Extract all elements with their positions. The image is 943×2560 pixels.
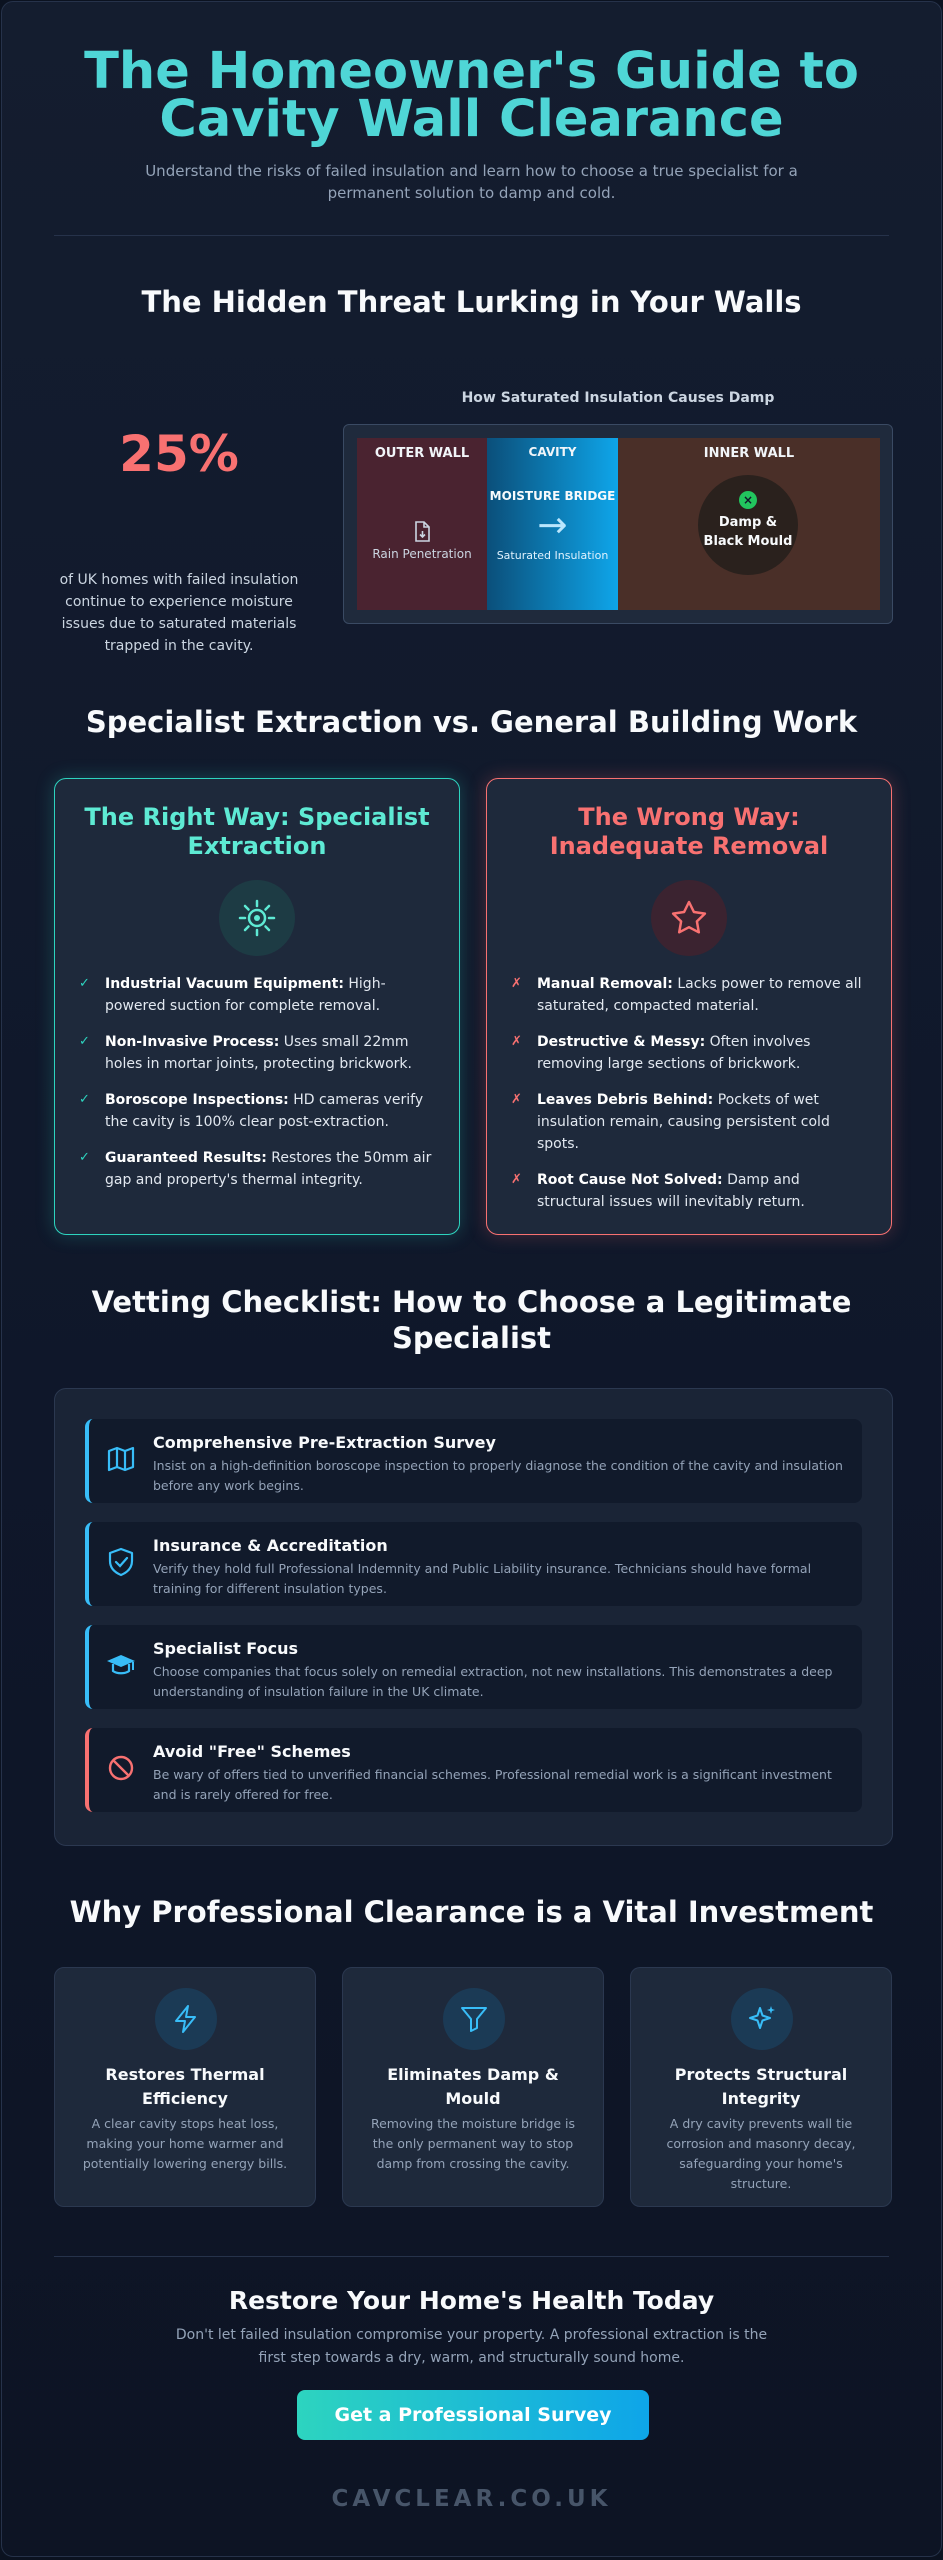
stat-description: of UK homes with failed insulation continue to experience moisture issues due to saturated materials trapped in the cavity. xyxy=(59,572,299,654)
outer-wall-panel xyxy=(357,438,487,610)
cta-title: Restore Your Home's Health Today xyxy=(228,2286,715,2315)
checklist-item xyxy=(85,1522,862,1606)
wrong-way-title: The Wrong Way: Inadequate Removal xyxy=(549,803,829,860)
check-icon: ✓ xyxy=(79,1150,90,1165)
cross-icon: ✗ xyxy=(511,976,522,991)
wrong-way-card xyxy=(486,778,892,1235)
benefit-title: Protects Structural Integrity xyxy=(674,2065,848,2108)
filter-icon xyxy=(443,1988,505,2050)
inner-wall-label: INNER WALL xyxy=(703,446,795,461)
checklist-item xyxy=(85,1728,862,1812)
footer-brand[interactable]: CAVCLEAR.CO.UK xyxy=(331,2486,612,2512)
list-item: ✗ Leaves Debris Behind: Pockets of wet insulation remain, causing persistent cold spots. xyxy=(511,1089,869,1155)
threat-section-title: The Hidden Threat Lurking in Your Walls xyxy=(141,285,802,319)
diagram-caption: How Saturated Insulation Causes Damp xyxy=(461,390,775,406)
cta-description: Don't let failed insulation compromise your property. A professional extraction is the first step towards a dry, warm, and structurally sound home. xyxy=(175,2327,768,2366)
page-subtitle: Understand the risks of failed insulation and learn how to choose a true specialist for a permanent solution to damp and cold. xyxy=(145,162,798,202)
benefit-desc: A dry cavity prevents wall tie corrosion and masonry decay, safeguarding your home's structure. xyxy=(666,2116,856,2191)
cross-icon: ✗ xyxy=(511,1034,522,1049)
cavity-label: CAVITY xyxy=(528,445,577,459)
saturated-insulation-note: Saturated Insulation xyxy=(496,549,609,562)
list-item: ✓ Guaranteed Results: Restores the 50mm air gap and property's thermal integrity. xyxy=(79,1147,437,1191)
document-icon xyxy=(412,521,432,543)
mould-line-1: Damp & xyxy=(718,515,778,530)
checklist-item-desc: Choose companies that focus solely on remedial extraction, not new installations. This demonstrates a deep understanding of insulation failure in the UK climate. xyxy=(153,1664,833,1699)
benefits-section-title: Why Professional Clearance is a Vital Investment xyxy=(69,1895,874,1929)
list-item: ✓ Non-Invasive Process: Uses small 22mm holes in mortar joints, protecting brickwork. xyxy=(79,1031,437,1075)
moisture-bridge-label: MOISTURE BRIDGE xyxy=(489,489,616,503)
infographic-page xyxy=(1,1,942,2557)
star-icon xyxy=(651,880,727,956)
wall-diagram xyxy=(343,424,893,624)
checklist-item-desc: Insist on a high-definition boroscope inspection to properly diagnose the condition of the cavity and insulation before any work begins. xyxy=(153,1458,843,1493)
title-line-1: The Homeowner's Guide to xyxy=(84,42,859,101)
cross-icon: ✗ xyxy=(511,1092,522,1107)
list-item: ✓ Industrial Vacuum Equipment: High-powered suction for complete removal. xyxy=(79,973,437,1017)
list-item: ✗ Root Cause Not Solved: Damp and structural issues will inevitably return. xyxy=(511,1169,869,1213)
title-line-2: Cavity Wall Clearance xyxy=(159,90,784,149)
checklist-section-title: Vetting Checklist: How to Choose a Legitimate Specialist xyxy=(91,1285,852,1355)
lightning-icon xyxy=(155,1988,217,2050)
page-title xyxy=(2,42,941,149)
checklist-panel xyxy=(54,1388,893,1846)
cross-icon: ✗ xyxy=(511,1172,522,1187)
checklist-item xyxy=(85,1625,862,1709)
rain-penetration-note: Rain Penetration xyxy=(372,547,472,561)
list-item: ✗ Manual Removal: Lacks power to remove all saturated, compacted material. xyxy=(511,973,869,1017)
inner-wall-panel xyxy=(618,438,880,610)
list-item: ✓ Boroscope Inspections: HD cameras verify the cavity is 100% clear post-extraction. xyxy=(79,1089,437,1133)
cavity-panel xyxy=(487,438,618,610)
benefit-card xyxy=(54,1967,316,2207)
divider xyxy=(54,2256,889,2257)
right-way-title: The Right Way: Specialist Extraction xyxy=(84,803,430,860)
graduation-cap-icon xyxy=(105,1649,137,1681)
benefit-desc: Removing the moisture bridge is the only permanent way to stop damp from crossing the cavity. xyxy=(370,2116,576,2171)
close-circle-icon: × xyxy=(739,491,757,509)
checklist-item xyxy=(85,1419,862,1503)
benefit-card xyxy=(630,1967,892,2207)
wrong-way-list xyxy=(511,973,869,1227)
arrow-right-icon: → xyxy=(537,505,568,546)
benefit-card xyxy=(342,1967,604,2207)
benefit-title: Eliminates Damp & Mould xyxy=(387,2065,559,2108)
mould-label xyxy=(698,513,798,551)
checklist-item-title: Avoid "Free" Schemes xyxy=(153,1742,351,1761)
right-way-list xyxy=(79,973,437,1205)
sparkles-icon xyxy=(731,1988,793,2050)
map-icon xyxy=(105,1443,137,1475)
sun-icon xyxy=(219,880,295,956)
right-way-card xyxy=(54,778,460,1235)
check-icon: ✓ xyxy=(79,1034,90,1049)
check-icon: ✓ xyxy=(79,1092,90,1107)
checklist-item-title: Comprehensive Pre-Extraction Survey xyxy=(153,1433,496,1452)
list-item: ✗ Destructive & Messy: Often involves removing large sections of brickwork. xyxy=(511,1031,869,1075)
benefit-desc: A clear cavity stops heat loss, making your home warmer and potentially lowering energy bills. xyxy=(82,2116,288,2171)
divider xyxy=(54,235,889,236)
get-survey-button[interactable]: Get a Professional Survey xyxy=(297,2390,649,2440)
mould-line-2: Black Mould xyxy=(703,534,793,549)
ban-icon xyxy=(105,1752,137,1784)
outer-wall-label: OUTER WALL xyxy=(374,446,470,461)
checklist-item-desc: Be wary of offers tied to unverified financial schemes. Professional remedial work is a significant investment and is rarely offered for free. xyxy=(153,1767,832,1802)
shield-check-icon xyxy=(105,1546,137,1578)
checklist-item-title: Specialist Focus xyxy=(153,1639,298,1658)
benefit-title: Restores Thermal Efficiency xyxy=(105,2065,265,2108)
comparison-section-title: Specialist Extraction vs. General Building Work xyxy=(85,705,858,739)
checklist-item-title: Insurance & Accreditation xyxy=(153,1536,388,1555)
mould-indicator xyxy=(698,475,798,575)
stat-value: 25% xyxy=(119,425,239,483)
checklist-item-desc: Verify they hold full Professional Indemnity and Public Liability insurance. Technicians should have formal training for different insulation types. xyxy=(153,1561,812,1596)
check-icon: ✓ xyxy=(79,976,90,991)
